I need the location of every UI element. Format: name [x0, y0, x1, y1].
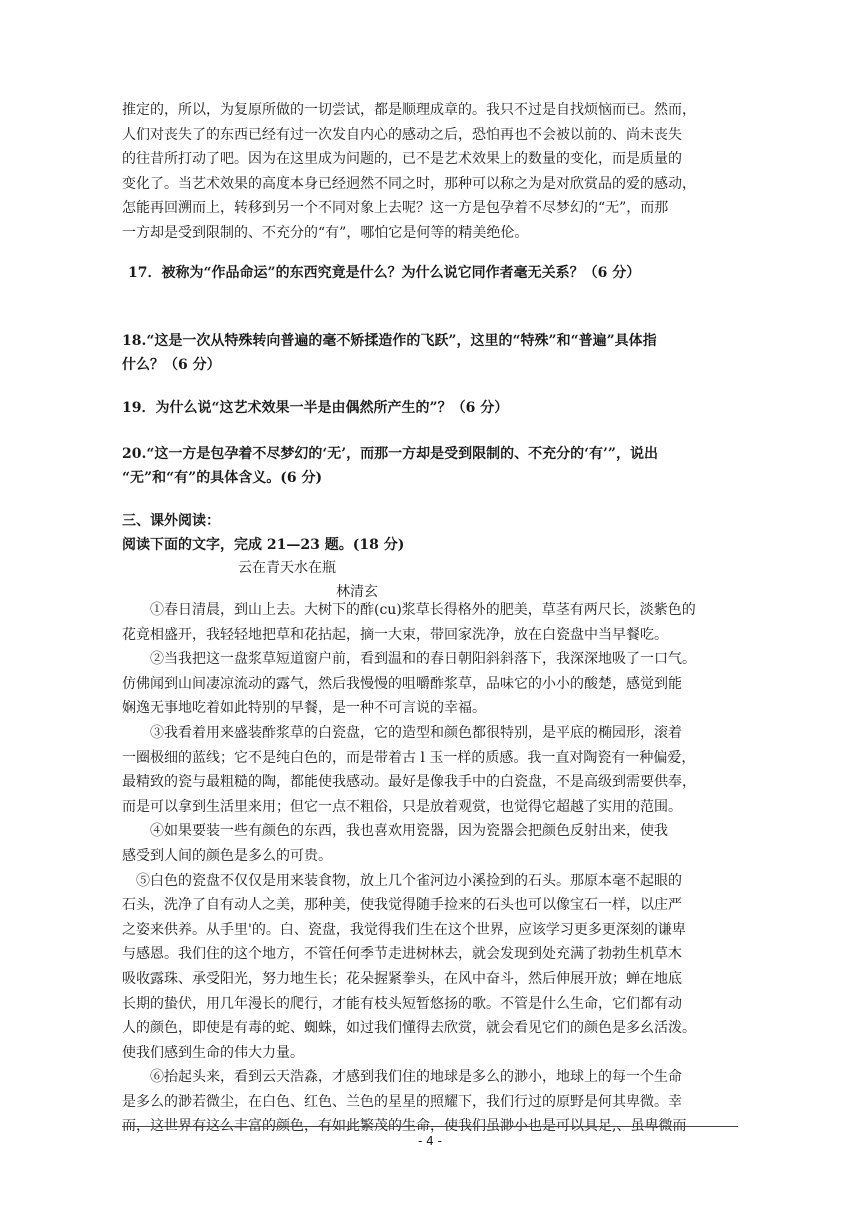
text-line: ③我看着用来盛装酢浆草的白瓷盘，它的造型和颜色都很特别，是平底的椭园形，滚着: [150, 724, 682, 741]
text-line: 花竟相盛开，我轻轻地把草和花拈起，摘一大束，带回家洗净，放在白瓷盘中当早餐吃。: [122, 626, 668, 643]
text-line: ④如果要装一些有颜色的东西，我也喜欢用瓷器，因为瓷器会把颜色反射出来，使我: [150, 823, 668, 840]
text-line: 吸收露珠、承受阳光，努力地生长；花朵握紧拳头，在风中奋斗，然后伸展开放；蝉在地底: [122, 970, 682, 987]
question-text: 18.“这是一次从特殊转向普遍的毫不矫揉造作的飞跃”，这里的“特殊”和“普遍”具体指: [122, 333, 657, 349]
text-line: ②当我把这一盘浆草短道窗户前，看到温和的春日朝阳斜斜落下，我深深地吸了一口气。: [150, 651, 696, 668]
text-line: 而是可以拿到生活里来用；但它一点不粗俗，只是放着观赏，也觉得它超越了实用的范围。: [122, 798, 682, 815]
question-text: 什么？（6 分）: [122, 357, 221, 373]
text-line: 而，这世界有这么丰富的颜色，有如此繁茂的生命，使我们虽渺小也是可以具足,、虽卑微而: [122, 1118, 687, 1135]
text-line: 仿佛闻到山间凄凉流动的露气，然后我慢慢的咀嚼酢浆草，品味它的小小的酸楚，感觉到能: [122, 675, 682, 692]
question-17: [128, 261, 748, 285]
text-line: 长期的蛰伏，用几年漫长的爬行，才能有枝头短暂悠扬的歌。不管是什么生命，它们都有动: [122, 995, 682, 1012]
question-text: 17．被称为“作品命运”的东西究竟是什么？为什么说它同作者毫无关系？（6 分）: [128, 265, 641, 281]
text-line: 变化了。当艺术效果的高度本身已经迥然不同之时，那种可以称之为是对欣赏品的爱的感动，: [122, 175, 696, 192]
text-line: ①春日清晨，到山上去。大树下的酢(cu)浆草长得格外的肥美，草茎有两尺长，淡紫色的: [150, 602, 696, 618]
text-line: 人们对丧失了的东西已经有过一次发自内心的感动之后，恐怕再也不会被以前的、尚未丧失: [122, 126, 682, 143]
question-text: 20.“这一方是包孕着不尽梦幻的‘无’，而那一方却是受到限制的、不充分的‘有’”，说出: [122, 446, 658, 462]
top-paragraph: [122, 98, 742, 246]
section-header: [122, 509, 742, 557]
article-body: [122, 598, 742, 1139]
question-18: [122, 329, 742, 377]
text-line: 一方却是受到限制的、不充分的“有”，哪怕它是何等的精美绝伦。: [122, 224, 529, 241]
article-title: [238, 556, 438, 581]
section-heading: 三、课外阅读：: [122, 513, 220, 529]
text-line: 一圈极细的蓝线；它不是纯白色的，而是带着古 l 玉一样的质感。我一直对陶瓷有一种偏爱，: [122, 749, 696, 766]
author-name: 林清玄: [336, 584, 378, 600]
text-line: 是多么的渺若微尘，在白色、红色、兰色的星星的照耀下，我们行过的原野是何其卑微。幸: [122, 1093, 682, 1110]
text-line: 的往昔所打动了吧。因为在这里成为问题的，已不是艺术效果上的数量的变化，而是质量的: [122, 151, 682, 168]
footer-divider: [122, 1126, 738, 1127]
text-line: 怎能再回溯而上，转移到另一个不同对象上去呢？这一方是包孕着不尽梦幻的“无”，而那: [122, 200, 669, 217]
question-text: 19．为什么说“这艺术效果一半是由偶然所产生的”？（6 分）: [122, 400, 509, 416]
question-19: [122, 396, 742, 420]
text-line: 人的颜色，即使是有毒的蛇、蜘蛛，如过我们懂得去欣赏，就会看见它们的颜色是多幺活泼。: [122, 1020, 696, 1037]
text-line: 娴逸无事地吃着如此特别的早餐，是一种不可言说的幸福。: [122, 700, 486, 717]
question-20: [122, 442, 742, 490]
text-line: 石头，洗净了自有动人之美，那种美，使我觉得随手捡来的石头也可以像宝石一样，以庄严: [122, 897, 682, 914]
text-line: 与感恩。我们住的这个地方，不管任何季节走进树林去，就会发现到处充满了勃勃生机草木: [122, 946, 682, 963]
text-line: 感受到人间的颜色是多么的可贵。: [122, 847, 332, 864]
text-line: 之姿来供养。从手里'的。白、瓷盘，我觉得我们生在这个世界，应该学习更多更深刻的谦卑: [122, 921, 686, 938]
page-number: - 4 -: [418, 1134, 442, 1148]
text-line: ⑥抬起头来，看到云天浩淼，才感到我们住的地球是多么的渺小，地球上的每一个生命: [150, 1069, 682, 1086]
section-instruction: 阅读下面的文字，完成 21—23 题。(18 分): [122, 537, 405, 553]
question-text: “无”和“有”的具体含义。(6 分): [122, 470, 323, 486]
article-title-text: 云在青天水在瓶: [238, 560, 336, 576]
text-line: 最精致的瓷与最粗糙的陶，都能使我感动。最好是像我手中的白瓷盘，不是高级到需要供奉，: [122, 774, 696, 791]
text-line: 使我们感到生命的伟大力量。: [122, 1044, 304, 1061]
text-line: ⑤白色的瓷盘不仅仅是用来装食物，放上几个雀河边小溪捡到的石头。那原本毫不起眼的: [136, 872, 682, 889]
text-line: 推定的，所以，为复原所做的一切尝试，都是顺理成章的。我只不过是自找烦恼而已。然而，: [122, 102, 696, 118]
